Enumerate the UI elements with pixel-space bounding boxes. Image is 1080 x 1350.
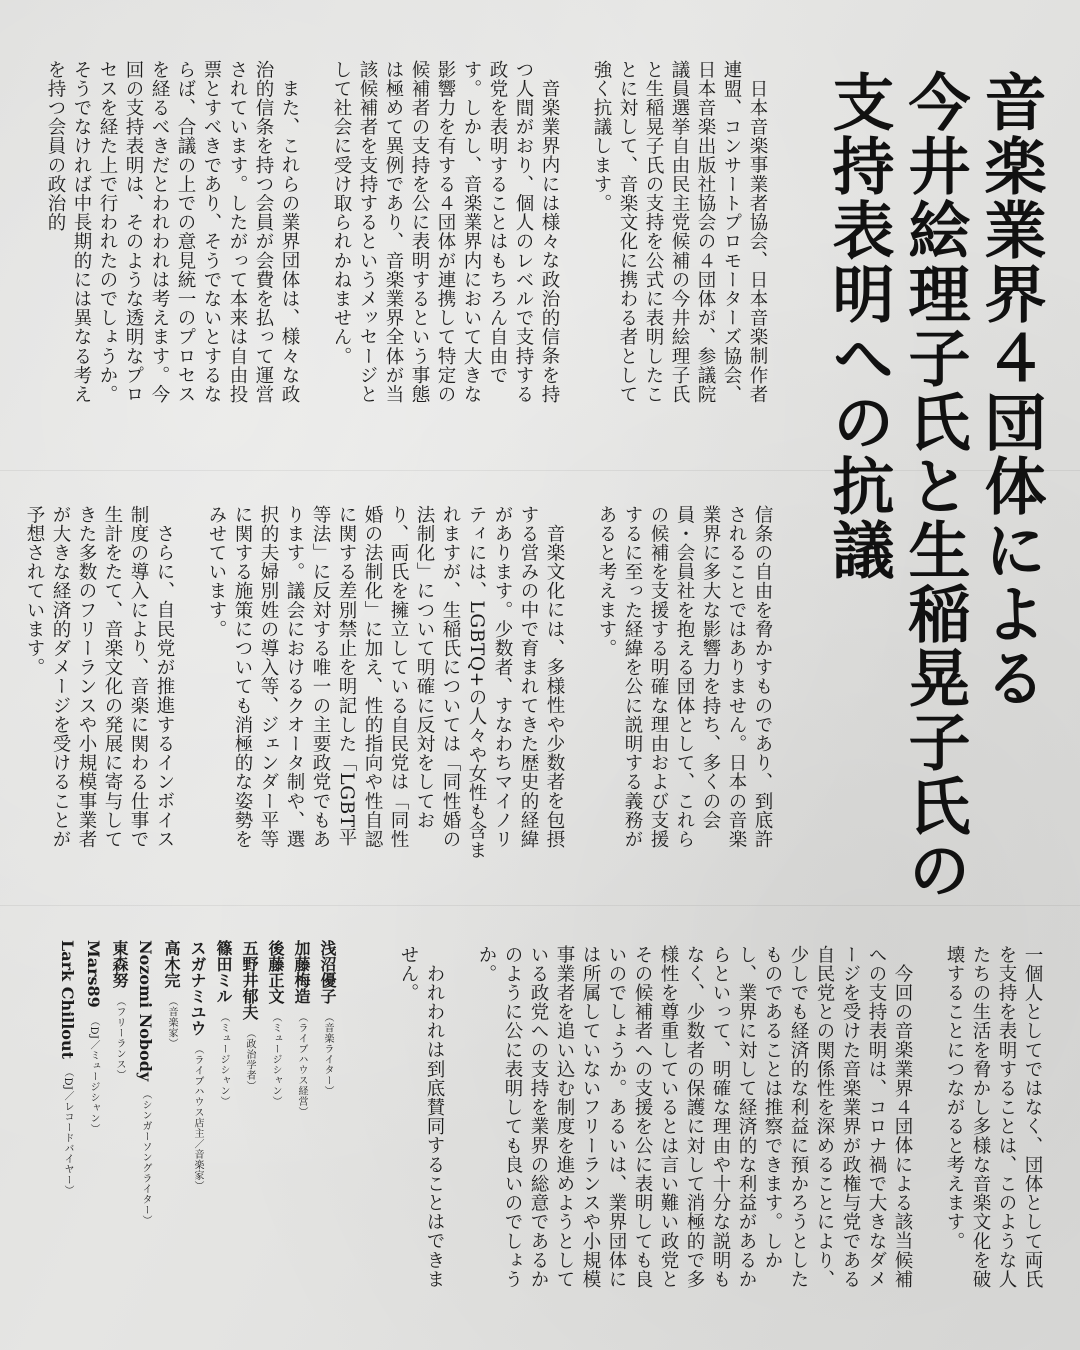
paragraph: われわれは到底賛同することはできません。: [398, 945, 445, 1289]
paragraph: 一個人としてではなく、団体として両氏を支持を表明することは、このような人たちの生活を脅かし多様な音楽文化を破壊することにつながると考えます。: [944, 945, 1043, 1289]
signatory: [158, 940, 184, 1300]
signatory-name: スガナミユウ: [188, 940, 207, 1036]
statement-block-2: [24, 505, 775, 860]
signatory-role: （音楽家）: [166, 996, 177, 1049]
paragraph: 今回の音楽業界４団体による該当候補への支持表明は、コロナ禍で大きなダメージを受けた音楽業界が政権与党である自民党との関係性を深めることにより、少しでも経済的な利益に預かろうとしたものであることは推察できます。しかし、業界に対して経済的な利益があるからといって、明確な理由や十分な説明もなく、少数者の保護に対して消極的で多様性を尊重しているとは言い難い政党とその候補者への支援を公に表明しても良いのでしょうか。あるいは、業界団体には所属していないフリーランスや小規模事業者を追い込む制度を進めようとしている政党への支持を業界の総意であるかのように公に表明しても良いのでしょうか。: [476, 945, 913, 1289]
signatory-name: 五野井郁夫: [240, 940, 259, 1020]
signatory-role: （政治学者）: [244, 1028, 255, 1091]
paragraph: また、これらの業界団体は、様々な政治的信条を持つ会員が会費を払って運営されています。したがって本来は自由投票とすべきであり、そうでないとするならば、合議の上での意見統一のプロセスを経るべきだとわれわれは考えます。今回の支持表明は、そのような透明なプロセスを経た上で行われたのでしょうか。そうでなければ中長期的には異なる考えを持つ会員の政治的: [45, 60, 300, 404]
statement-block-3: [380, 945, 1045, 1290]
signatory-name: Mars89: [84, 940, 103, 1008]
signatory: [288, 940, 314, 1300]
signatory-role: （DJ／ミュージシャン）: [88, 1015, 99, 1134]
statement-block-1: [40, 60, 770, 405]
paragraph: さらに、自民党が推進するインボイス制度の導入により、音楽に関わる仕事で生計をたて、音楽文化の発展に寄与してきた多数のフリーランスや小規模事業者が大きな経済的ダメージを受けることが予想されています。: [24, 505, 175, 849]
signatory: [236, 940, 262, 1300]
headline-line-3: 支持表明への抗議: [822, 70, 895, 582]
headline: [808, 70, 1048, 902]
signatory-role: （フリーランス）: [114, 996, 125, 1080]
signatory: [210, 940, 236, 1300]
signatory-role: （ライブハウス経営）: [296, 1012, 307, 1117]
signatory: [106, 940, 132, 1300]
signatory-name: 東森努: [110, 940, 129, 988]
signatory-name: Lark Chillout: [58, 940, 77, 1059]
signatory: [184, 940, 210, 1300]
paper-crease: [0, 905, 1080, 906]
signatory-name: 後藤正文: [266, 940, 285, 1004]
paragraph: 信条の自由を脅かすものであり、到底許されることではありません。日本の音楽業界に多大な影響力を持ち、多くの会員・会員社を抱える団体として、これらの候補を支援する明確な理由および支援するに至った経緯を公に説明する義務があると考えます。: [596, 505, 773, 849]
signatory: [132, 940, 158, 1300]
signatory-role: （ミュージシャン）: [218, 1012, 229, 1107]
headline-line-2: 今井絵理子氏と生稲晃子氏の: [898, 70, 971, 902]
signatory: [80, 940, 106, 1300]
signatory: [314, 940, 340, 1300]
signatory: [262, 940, 288, 1300]
signatory-name: 加藤梅造: [292, 940, 311, 1004]
paragraph: 音楽業界内には様々な政治的信条を持つ人間がおり、個人のレベルで支持する政党を表明することはもちろん自由です。しかし、音楽業界内において大きな影響力を有する４団体が連携して特定の候補者の支持を公に表明するという事態は極めて異例であり、音楽業界全体が当該候補者を支持するというメッセージとして社会に受け取られかねません。: [331, 60, 560, 404]
signatory-list: [40, 940, 340, 1300]
signatory-role: （ミュージシャン）: [270, 1012, 281, 1107]
signatory-role: （シンガーソングライター）: [140, 1089, 151, 1226]
headline-line-1: 音楽業界４団体による: [974, 70, 1047, 710]
signatory-name: 篠田ミル: [214, 940, 233, 1004]
signatory-name: 高木完: [162, 940, 181, 988]
signatory-name: 浅沼優子: [318, 940, 337, 1004]
signatory-role: （音楽ライター）: [322, 1012, 333, 1096]
signatory-role: （ライブハウス店主／音楽家）: [192, 1044, 203, 1191]
paragraph: 日本音楽事業者協会、日本音楽制作者連盟、コンサートプロモーターズ協会、日本音楽出版社協会の４団体が、参議院議員選挙自由民主党候補の今井絵理子氏と生稲晃子氏の支持を公式に表明したことに対して、音楽文化に携わる者として強く抗議します。: [591, 60, 768, 404]
paragraph: 音楽文化には、多様性や少数者を包摂する営みの中で育まれてきた歴史的経緯があります。少数者、すなわちマイノリティには、LGBTQ+の人々や女性も含まれますが、生稲氏については「同性婚の法制化」について明確に反対をしており、両氏を擁立している自民党は「同性婚の法制化」に加え、性的指向や性自認に関する差別禁止を明記した「LGBT平等法」に反対する唯一の主要政党でもあります。議会におけるクオータ制や、選択的夫婦別姓の導入等、ジェンダー平等に関する施策についても消極的な姿勢をみせています。: [206, 505, 565, 860]
signatory-name: Nozomi Nobody: [136, 940, 155, 1082]
signatory-role: （DJ／レコードバイヤー）: [62, 1067, 73, 1196]
signatory: [54, 940, 80, 1300]
